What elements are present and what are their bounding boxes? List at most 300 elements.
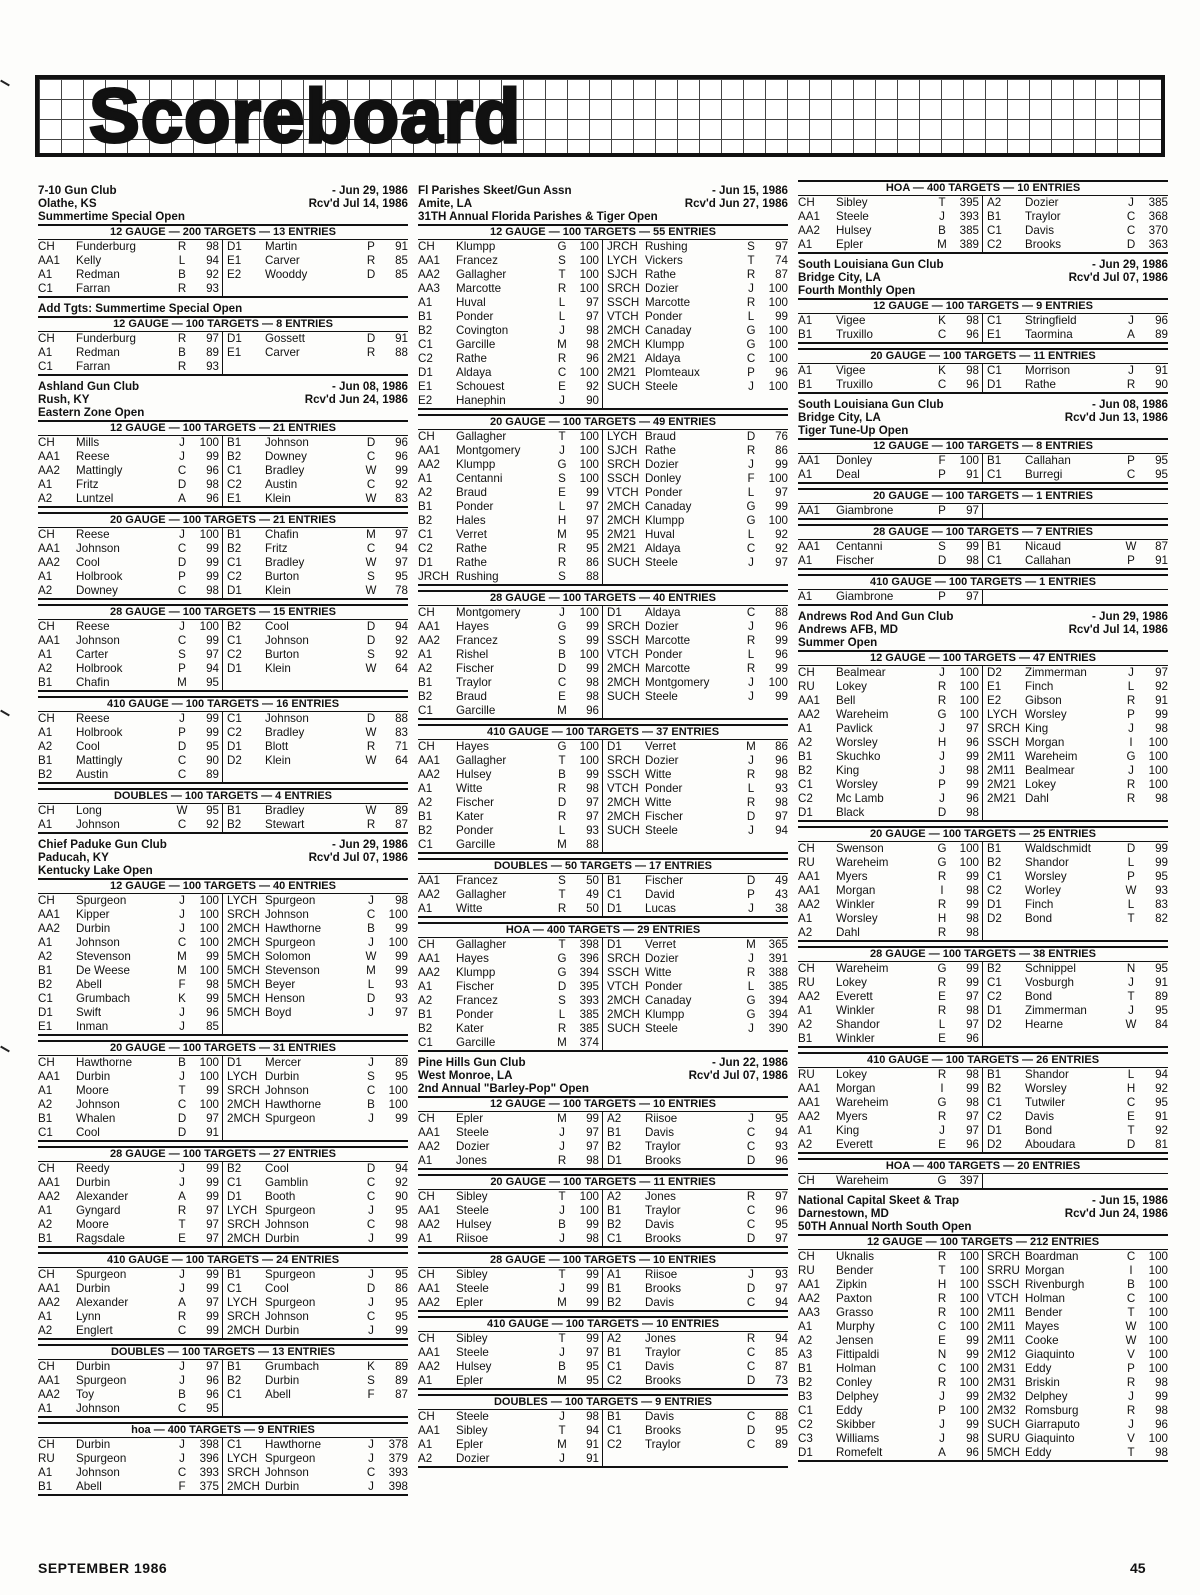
shooter-initial: I bbox=[940, 1082, 944, 1095]
result-entry bbox=[223, 436, 408, 450]
class-code: C1 bbox=[987, 554, 1002, 567]
shooter-initial: J bbox=[368, 1204, 374, 1217]
class-code: A2 bbox=[38, 740, 53, 753]
shooter-name: Moore bbox=[76, 1218, 109, 1231]
result-entry bbox=[418, 810, 603, 824]
shooter-initial: D bbox=[366, 712, 376, 725]
class-code: C2 bbox=[798, 1418, 813, 1431]
shooter-initial: C bbox=[366, 908, 376, 921]
score: 394 bbox=[768, 1008, 788, 1021]
score: 363 bbox=[1148, 238, 1168, 251]
result-entry bbox=[418, 1452, 603, 1466]
shooter-name: Solomon bbox=[265, 950, 311, 963]
club-city: Rush, KY bbox=[38, 393, 90, 406]
shooter-initial: L bbox=[747, 486, 755, 499]
result-entry bbox=[418, 514, 603, 528]
class-code: AA1 bbox=[38, 254, 60, 267]
club-header-row bbox=[798, 1194, 1168, 1207]
shooter-name: Braud bbox=[456, 486, 487, 499]
shooter-name: Cool bbox=[76, 556, 100, 569]
shooter-initial: J bbox=[559, 1204, 565, 1217]
class-code: CH bbox=[798, 1174, 815, 1187]
result-entry bbox=[603, 768, 788, 782]
shooter-initial: B bbox=[1127, 1278, 1135, 1291]
shooter-name: Spurgeon bbox=[76, 1452, 127, 1465]
shooter-name bbox=[645, 838, 744, 852]
score: 88 bbox=[775, 1410, 788, 1423]
margin-tick bbox=[0, 80, 10, 87]
result-entry bbox=[983, 806, 1168, 820]
results-table bbox=[798, 590, 1168, 606]
class-code: 2M32 bbox=[987, 1404, 1017, 1417]
class-code: CH bbox=[418, 606, 435, 619]
class-code bbox=[227, 1126, 265, 1140]
results-table bbox=[38, 1162, 408, 1248]
class-code: AA1 bbox=[38, 908, 60, 921]
shooter-initial: L bbox=[178, 254, 186, 267]
shooter-name: Riisoe bbox=[456, 1232, 489, 1245]
result-entry bbox=[983, 364, 1168, 378]
class-code: SSCH bbox=[607, 768, 640, 781]
shooter-initial: S bbox=[558, 874, 566, 887]
shooter-name: Reese bbox=[76, 528, 110, 541]
class-code: AA1 bbox=[798, 1082, 820, 1095]
class-code: C1 bbox=[418, 338, 433, 351]
class-code: B1 bbox=[227, 1360, 242, 1373]
shooter-name: Funderburg bbox=[76, 240, 136, 253]
results-table bbox=[798, 842, 1168, 942]
class-code: B1 bbox=[418, 676, 433, 689]
result-entry bbox=[38, 922, 223, 936]
shooter-initial: E bbox=[1127, 1110, 1135, 1123]
shooter-name: Giarraputo bbox=[1025, 1418, 1080, 1431]
results-table bbox=[418, 1268, 788, 1312]
shooter-initial: C bbox=[366, 1218, 376, 1231]
class-code: C1 bbox=[798, 778, 813, 791]
received-date: Rcv'd Jun 13, 1986 bbox=[1064, 411, 1168, 424]
shooter-initial: R bbox=[746, 1332, 756, 1345]
score: 99 bbox=[206, 712, 219, 725]
class-code: AA1 bbox=[798, 504, 820, 517]
results-table bbox=[798, 364, 1168, 394]
shooter-initial: J bbox=[179, 1438, 185, 1451]
result-entry bbox=[418, 980, 603, 994]
shooter-initial: C bbox=[366, 450, 376, 463]
shooter-name: Klumpp bbox=[456, 240, 496, 253]
results-table bbox=[418, 1112, 788, 1170]
score: 98 bbox=[586, 1410, 599, 1423]
shooter-name: Traylor bbox=[456, 676, 492, 689]
shooter-initial: R bbox=[746, 768, 756, 781]
club-result bbox=[418, 1056, 788, 1468]
shooter-initial: T bbox=[1127, 1124, 1135, 1137]
shooter-initial: K bbox=[938, 364, 946, 377]
class-code: 2MCH bbox=[607, 994, 640, 1007]
shooter-initial: R bbox=[177, 1310, 187, 1323]
result-entry bbox=[38, 1268, 223, 1282]
shooter-initial: R bbox=[937, 680, 947, 693]
table-row bbox=[418, 782, 788, 796]
shooter-name: Ponder bbox=[645, 486, 683, 499]
score: 99 bbox=[206, 1190, 219, 1203]
results-table bbox=[418, 240, 788, 410]
result-entry bbox=[983, 1278, 1168, 1292]
score: 92 bbox=[1155, 1082, 1168, 1095]
shooter-initial: L bbox=[747, 980, 755, 993]
class-code: B2 bbox=[227, 542, 242, 555]
score: 95 bbox=[1155, 454, 1168, 467]
issue-date: SEPTEMBER 1986 bbox=[38, 1560, 168, 1576]
result-entry bbox=[38, 950, 223, 964]
score: 71 bbox=[395, 740, 408, 753]
club-header bbox=[38, 380, 408, 419]
result-entry bbox=[603, 570, 788, 584]
shooter-name: Eddy bbox=[1025, 1446, 1052, 1459]
shooter-name: Brooks bbox=[645, 1154, 682, 1167]
score: 88 bbox=[775, 606, 788, 619]
result-entry bbox=[418, 430, 603, 444]
shooter-name: Morgan bbox=[1025, 1264, 1065, 1277]
class-code: LYCH bbox=[227, 1070, 258, 1083]
result-entry bbox=[418, 1360, 603, 1374]
shooter-initial: C bbox=[366, 1190, 376, 1203]
class-code: CH bbox=[798, 962, 815, 975]
event-row bbox=[38, 406, 408, 419]
result-entry bbox=[418, 486, 603, 500]
class-code: AA2 bbox=[418, 1360, 440, 1373]
score: 93 bbox=[206, 282, 219, 295]
class-code: C1 bbox=[987, 224, 1002, 237]
class-code: D1 bbox=[987, 898, 1002, 911]
shooter-initial bbox=[364, 360, 378, 374]
result-entry bbox=[603, 458, 788, 472]
shooter-initial: J bbox=[939, 792, 945, 805]
shooter-initial: M bbox=[937, 238, 947, 251]
event-heading: 20 GAUGE — 100 TARGETS — 49 ENTRIES bbox=[418, 414, 788, 430]
score: 97 bbox=[775, 556, 788, 569]
shooter-initial bbox=[744, 838, 758, 852]
class-code: A1 bbox=[38, 726, 53, 739]
table-row bbox=[418, 380, 788, 394]
score: 98 bbox=[395, 1218, 408, 1231]
results-table bbox=[418, 606, 788, 720]
shooter-name: Morgan bbox=[836, 884, 876, 897]
class-code: AA1 bbox=[418, 1346, 440, 1359]
shooter-initial: C bbox=[1126, 224, 1136, 237]
shooter-name: Hearne bbox=[1025, 1018, 1064, 1031]
score: 86 bbox=[395, 1282, 408, 1295]
shooter-name: Carver bbox=[265, 346, 300, 359]
event-heading: 410 GAUGE — 100 TARGETS — 10 ENTRIES bbox=[418, 1316, 788, 1332]
shooter-name: Bradley bbox=[265, 726, 305, 739]
class-code: LYCH bbox=[227, 1204, 258, 1217]
shooter-initial: C bbox=[177, 1324, 187, 1337]
shooter-initial: R bbox=[177, 240, 187, 253]
class-code: AA1 bbox=[418, 1424, 440, 1437]
shooter-initial: P bbox=[747, 366, 755, 379]
class-code: SSCH bbox=[607, 472, 640, 485]
class-code bbox=[607, 570, 645, 584]
shooter-initial: J bbox=[559, 1126, 565, 1139]
shooter-initial: M bbox=[557, 338, 567, 351]
score: 98 bbox=[1155, 792, 1168, 805]
result-entry bbox=[223, 1204, 408, 1218]
table-row bbox=[418, 296, 788, 310]
score: 95 bbox=[586, 1360, 599, 1373]
shooter-name: Cooke bbox=[1025, 1334, 1059, 1347]
result-entry bbox=[223, 282, 408, 296]
shooter-name: Sibley bbox=[456, 1190, 488, 1203]
shooter-initial: J bbox=[748, 458, 754, 471]
result-entry bbox=[603, 1232, 788, 1246]
shooter-name: Skuchko bbox=[836, 750, 881, 763]
class-code: CH bbox=[418, 1332, 435, 1345]
result-entry bbox=[798, 1264, 983, 1278]
shooter-name: Durbin bbox=[76, 1070, 111, 1083]
class-code: A1 bbox=[38, 1466, 53, 1479]
shooter-name: Gossett bbox=[265, 332, 305, 345]
table-row bbox=[798, 764, 1168, 778]
table-row bbox=[38, 1466, 408, 1480]
shooter-initial: T bbox=[1127, 1446, 1135, 1459]
result-entry bbox=[798, 210, 983, 224]
score: 98 bbox=[775, 796, 788, 809]
shooter-name: Mayes bbox=[1025, 1320, 1060, 1333]
shooter-name: Rathe bbox=[456, 556, 487, 569]
shooter-initial: G bbox=[937, 1096, 947, 1109]
shooter-initial: R bbox=[937, 694, 947, 707]
score bbox=[758, 1036, 788, 1050]
shooter-initial: J bbox=[1128, 976, 1134, 989]
result-entry bbox=[983, 1334, 1168, 1348]
score: 97 bbox=[206, 1204, 219, 1217]
class-code: AA1 bbox=[38, 1176, 60, 1189]
shooter-name: Fischer bbox=[836, 554, 875, 567]
result-entry bbox=[603, 874, 788, 888]
score: 97 bbox=[586, 296, 599, 309]
result-entry bbox=[38, 478, 223, 492]
shooter-name: Vickers bbox=[645, 254, 683, 267]
table-row bbox=[38, 1374, 408, 1388]
class-code: D1 bbox=[987, 378, 1002, 391]
shooter-name: Brooks bbox=[645, 1232, 682, 1245]
shooter-name: Bond bbox=[1025, 990, 1053, 1003]
shooter-name: Giambrone bbox=[836, 504, 894, 517]
event-name: 2nd Annual "Barley-Pop" Open bbox=[418, 1082, 589, 1095]
shooter-initial: G bbox=[937, 856, 947, 869]
result-entry bbox=[983, 1362, 1168, 1376]
class-code: A1 bbox=[418, 472, 433, 485]
class-code: AA2 bbox=[418, 458, 440, 471]
class-code: B1 bbox=[418, 500, 433, 513]
shooter-initial: B bbox=[558, 1218, 566, 1231]
class-code: VTCH bbox=[607, 486, 639, 499]
score bbox=[378, 676, 408, 690]
club-result bbox=[798, 180, 1168, 254]
table-row bbox=[418, 1438, 788, 1452]
class-code: D2 bbox=[987, 912, 1002, 925]
shooter-initial: R bbox=[177, 1204, 187, 1217]
table-row bbox=[38, 436, 408, 450]
shooter-name: Steele bbox=[456, 1126, 489, 1139]
score: 97 bbox=[775, 810, 788, 823]
shooter-name: Schnippel bbox=[1025, 962, 1076, 975]
class-code: A1 bbox=[38, 818, 53, 831]
shooter-initial: G bbox=[937, 708, 947, 721]
score: 95 bbox=[1155, 870, 1168, 883]
result-entry bbox=[798, 792, 983, 806]
score: 100 bbox=[388, 1084, 408, 1097]
event-heading: 410 GAUGE — 100 TARGETS — 16 ENTRIES bbox=[38, 696, 408, 712]
shooter-initial: D bbox=[366, 268, 376, 281]
class-code bbox=[227, 1020, 265, 1034]
class-code: C1 bbox=[987, 314, 1002, 327]
results-table bbox=[38, 240, 408, 298]
result-entry bbox=[798, 842, 983, 856]
shooter-initial: P bbox=[938, 778, 946, 791]
class-code: C1 bbox=[607, 1360, 622, 1373]
class-code: 2M21 bbox=[987, 778, 1017, 791]
score bbox=[1138, 1174, 1168, 1188]
shooter-name: Vosburgh bbox=[1025, 976, 1074, 989]
shooter-initial: L bbox=[558, 310, 566, 323]
result-entry bbox=[223, 620, 408, 634]
shooter-initial: C bbox=[557, 366, 567, 379]
result-entry bbox=[983, 1348, 1168, 1362]
result-entry bbox=[223, 804, 408, 818]
table-row bbox=[38, 1310, 408, 1324]
shooter-name: Holman bbox=[1025, 1292, 1065, 1305]
table-row bbox=[418, 1204, 788, 1218]
class-code bbox=[227, 360, 265, 374]
result-entry bbox=[603, 1332, 788, 1346]
table-row bbox=[418, 754, 788, 768]
shooter-initial: J bbox=[559, 1282, 565, 1295]
shooter-initial: R bbox=[557, 902, 567, 915]
result-entry bbox=[38, 332, 223, 346]
class-code: 2MCH bbox=[607, 514, 640, 527]
result-entry bbox=[223, 528, 408, 542]
club-name: South Louisiana Gun Club bbox=[798, 258, 944, 271]
result-entry bbox=[798, 328, 983, 342]
class-code: A2 bbox=[418, 994, 433, 1007]
shooter-name: Hales bbox=[456, 514, 486, 527]
score: 99 bbox=[775, 458, 788, 471]
score: 96 bbox=[206, 1388, 219, 1401]
shooter-initial: B bbox=[178, 268, 186, 281]
result-entry bbox=[603, 1190, 788, 1204]
score bbox=[758, 1452, 788, 1466]
shooter-name: Fittipaldi bbox=[836, 1348, 880, 1361]
score: 100 bbox=[768, 472, 788, 485]
shooter-name: Gallagher bbox=[456, 430, 507, 443]
class-code: AA2 bbox=[418, 768, 440, 781]
score: 96 bbox=[206, 464, 219, 477]
score: 95 bbox=[586, 1374, 599, 1387]
score: 89 bbox=[395, 1056, 408, 1069]
result-entry bbox=[418, 352, 603, 366]
shooter-initial: W bbox=[1125, 1334, 1137, 1347]
class-code: E1 bbox=[987, 328, 1002, 341]
result-entry bbox=[223, 1324, 408, 1338]
shooter-name: Hulsey bbox=[456, 1218, 492, 1231]
shooter-initial bbox=[744, 1036, 758, 1050]
result-entry bbox=[983, 1018, 1168, 1032]
result-entry bbox=[603, 782, 788, 796]
table-row bbox=[38, 662, 408, 676]
score: 99 bbox=[206, 1282, 219, 1295]
shooter-initial: J bbox=[368, 1480, 374, 1493]
result-entry bbox=[603, 676, 788, 690]
result-entry bbox=[223, 1388, 408, 1402]
club-city: Andrews AFB, MD bbox=[798, 623, 899, 636]
result-entry bbox=[603, 1140, 788, 1154]
table-row bbox=[418, 352, 788, 366]
class-code: B2 bbox=[987, 856, 1002, 869]
shooter-name: Donley bbox=[645, 472, 682, 485]
score: 100 bbox=[579, 606, 599, 619]
shooter-name: Giaquinto bbox=[1025, 1348, 1075, 1361]
shooter-name: Hawthorne bbox=[76, 1056, 133, 1069]
score: 97 bbox=[966, 1110, 979, 1123]
result-entry bbox=[603, 444, 788, 458]
result-entry bbox=[798, 468, 983, 482]
shooter-initial: T bbox=[178, 1218, 186, 1231]
received-date: Rcv'd Jul 07, 1986 bbox=[1068, 271, 1168, 284]
score: 38 bbox=[775, 902, 788, 915]
result-entry bbox=[418, 648, 603, 662]
class-code: SSCH bbox=[607, 296, 640, 309]
shooter-name: Durbin bbox=[265, 1070, 300, 1083]
class-code: 2M11 bbox=[987, 1334, 1016, 1347]
score: 385 bbox=[579, 1008, 599, 1021]
shooter-initial: J bbox=[179, 894, 185, 907]
event-heading: DOUBLES — 100 TARGETS — 13 ENTRIES bbox=[38, 1344, 408, 1360]
class-code: AA1 bbox=[418, 754, 440, 767]
class-code: D1 bbox=[798, 1446, 813, 1459]
score: 96 bbox=[395, 450, 408, 463]
shooter-initial: G bbox=[557, 458, 567, 471]
result-entry bbox=[603, 1438, 788, 1452]
result-entry bbox=[603, 1374, 788, 1388]
results-table bbox=[38, 528, 408, 600]
shooter-initial: M bbox=[557, 528, 567, 541]
class-code: B2 bbox=[798, 764, 813, 777]
result-entry bbox=[983, 764, 1168, 778]
result-entry bbox=[38, 1020, 223, 1034]
table-row bbox=[418, 1282, 788, 1296]
result-entry bbox=[38, 1176, 223, 1190]
class-code: A2 bbox=[607, 1332, 622, 1345]
class-code bbox=[607, 704, 645, 718]
shooter-name: Long bbox=[76, 804, 102, 817]
shooter-name: Epler bbox=[456, 1112, 484, 1125]
class-code: C1 bbox=[418, 838, 433, 851]
class-code: AA2 bbox=[798, 1292, 820, 1305]
class-code: 2M11 bbox=[987, 750, 1016, 763]
shooter-initial: C bbox=[746, 1410, 756, 1423]
class-code: B1 bbox=[418, 1008, 433, 1021]
shooter-initial: D bbox=[1126, 842, 1136, 855]
shooter-initial: C bbox=[746, 1438, 756, 1451]
results-table bbox=[798, 196, 1168, 254]
shooter-initial: G bbox=[746, 994, 756, 1007]
table-row bbox=[38, 1084, 408, 1098]
class-code: CH bbox=[38, 240, 55, 253]
table-row bbox=[38, 254, 408, 268]
result-entry bbox=[603, 704, 788, 718]
score: 94 bbox=[775, 824, 788, 837]
